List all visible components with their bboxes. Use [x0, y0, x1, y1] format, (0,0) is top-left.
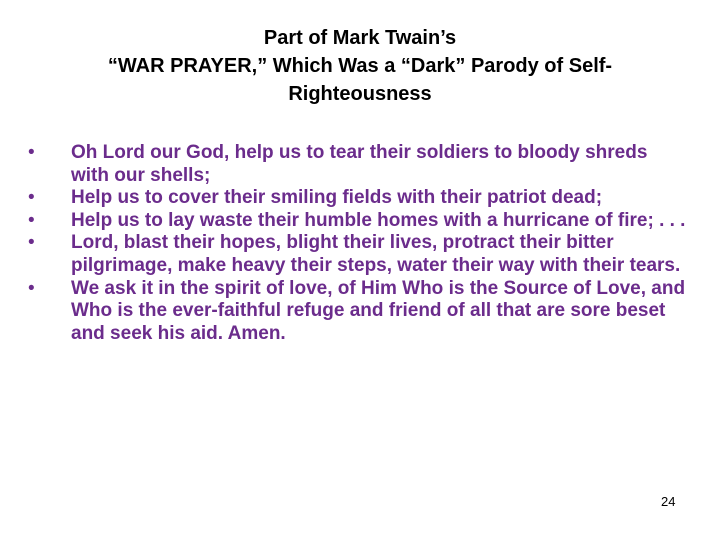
bullet-marker: • — [28, 187, 35, 209]
bullet-text: Lord, blast their hopes, blight their lives, protract their bitter pilgrimage, make heavy their steps, water their way with their tears. — [71, 232, 681, 276]
slide-title — [20, 24, 700, 108]
bullet-list — [28, 142, 690, 345]
bullet-marker: • — [28, 209, 35, 231]
slide-title-line: Part of Mark Twain’s — [263, 27, 457, 49]
bullet-marker: • — [28, 277, 35, 299]
bullet-marker: • — [28, 142, 35, 163]
slide-title-line: Righteousness — [288, 83, 432, 105]
bullet-text: Help us to cover their smiling fields with their patriot dead; — [71, 187, 603, 209]
slide-title-line: “WAR PRAYER,” Which Was a “Dark” Parody of Self- — [107, 55, 613, 77]
bullet-text: Oh Lord our God, help us to tear their soldiers to bloody shreds with our shells; — [71, 142, 648, 186]
bullet-item — [28, 278, 690, 346]
bullet-text: We ask it in the spirit of love, of Him Who is the Source of Love, and Who is the ever-faithful refuge and friend of all that are sore beset and seek his aid. Amen. — [71, 277, 686, 344]
bullet-text: Help us to lay waste their humble homes with a hurricane of fire; . . . — [71, 209, 686, 231]
bullet-item — [28, 142, 690, 187]
bullet-item — [28, 210, 690, 233]
bullet-item — [28, 232, 690, 277]
bullet-marker: • — [28, 232, 35, 254]
page-number: 24 — [661, 494, 676, 509]
bullet-item — [28, 187, 690, 210]
